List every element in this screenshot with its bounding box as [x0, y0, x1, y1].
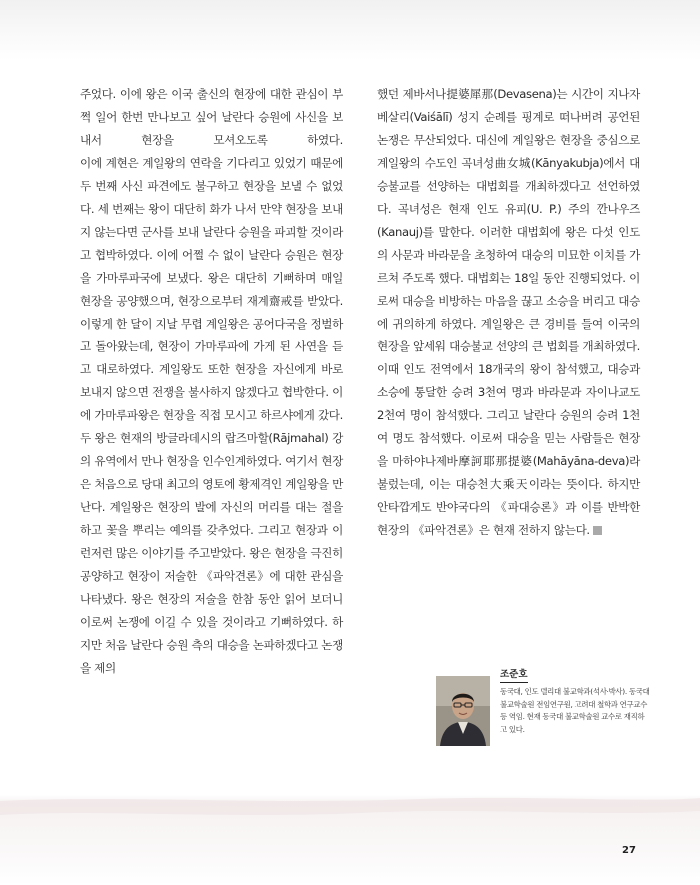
- author-photo: [436, 676, 490, 746]
- paragraph: 주었다. 이에 왕은 이국 출신의 현장에 대한 관심이 부쩍 일어 한번 만나보고 싶어 날란다 승원에 사신을 보내서 현장을 모셔오도록 하였다.: [80, 87, 343, 147]
- author-portrait-icon: [436, 676, 490, 746]
- paragraph: [377, 83, 640, 542]
- page-header-shade: [0, 0, 700, 60]
- paragraph: 이에 계현은 계일왕의 연락을 기다리고 있었기 때문에 두 번째 사신 파견에도 불구하고 현장을 보낼 수 없었다. 세 번째는 왕이 대단히 화가 나서 만약 현장을 보내지 않는다면 군사를 보내 날란다 승원을 파괴할 것이라고 협박하였다. 이에 어쩔 수 없이 날란다 승원은 현장을 가마루파국에 보냈다. 왕은 대단히 기뻐하며 매일 현장을 공양했으며, 현장으로부터 재계齋戒를 받았다. 이렇게 한 달이 지날 무렵 계일왕은 공어다국을 정벌하고 돌아왔는데, 현장이 가마루파에 가게 된 사연을 듣고 대로하였다. 계일왕도 또한 현장을 자신에게 바로 보내지 않으면 전쟁을 불사하지 않겠다고 협박한다. 이에 가마루파왕은 현장을 직접 모시고 하르샤에게 갔다. 두 왕은 현재의 방글라데시의 랍즈마할(Rājmahal) 강의 유역에서 만나 현장을 인수인계하였다. 여기서 현장은 처음으로 당대 최고의 영토에 황제격인 계일왕을 만난다. 계일왕은 현장의 발에 자신의 머리를 대는 절을 하고 꽃을 뿌리는 예의를 갖추었다. 그리고 현장과 이런저런 많은 이야기를 주고받았다. 왕은 현장을 극진히 공양하고 현장이 저술한 《파악견론》에 대한 관심을 나타냈다. 왕은 현장의 저술을 한참 동안 읽어 보더니 이로써 논쟁에 이길 수 있을 것이라고 기뻐하였다. 하지만 처음 날란다 승원 측의 대승을 논파하겠다고 논쟁을 제의: [80, 155, 343, 675]
- article-column-left: [80, 83, 343, 680]
- author-name: 조준호: [500, 668, 528, 683]
- footer-brush-stroke: [0, 795, 700, 885]
- page-number: 27: [622, 845, 636, 856]
- end-of-article-mark: [593, 526, 602, 535]
- article-column-right: [377, 83, 640, 542]
- footer-band: [0, 795, 700, 885]
- author-box: [436, 668, 650, 748]
- author-bio: 동국대, 인도 델리대 불교학과(석사·박사). 동국대 불교학술원 전임연구원, 고려대 철학과 연구교수 등 역임. 현재 동국대 불교학술원 교수로 재직하고 있다.: [500, 687, 650, 734]
- paragraph-text: 했던 제바서나提婆犀那(Devasena)는 시간이 지나자 베살리(Vaiśālī) 성지 순례를 핑계로 떠나버려 공언된 논쟁은 무산되었다. 대신에 계일왕은 현장을 중심으로 계일왕의 수도인 곡녀성曲女城(Kānyakubja)에서 대승불교를 선양하는 대법회를 개최하겠다고 선언하였다. 곡녀성은 현재 인도 유피(U. P.) 주의 깐나우즈(Kanauj)를 말한다. 이러한 대법회에 왕은 다섯 인도의 사문과 바라문을 초청하여 대승의 미묘한 이치를 가르쳐 주도록 했다. 대법회는 18일 동안 진행되었다. 이로써 대승을 비방하는 마음을 끊고 소승을 버리고 대승에 귀의하게 하였다. 계일왕은 큰 경비를 들여 이국의 현장을 앞세워 대승불교 선양의 큰 법회를 개최하였다. 이때 인도 전역에서 18개국의 왕이 참석했고, 대승과 소승에 통달한 승려 3천여 명과 바라문과 자이나교도 2천여 명이 참석했다. 그리고 날란다 승원의 승려 1천여 명도 참석했다. 이로써 대승을 믿는 사람들은 현장을 마하야나제바摩訶耶那提婆(Mahāyāna-deva)라 불렀는데, 이는 대승천大乘天이라는 뜻이다. 하지만 안타깝게도 반야국다의 《파대승론》과 이를 반박한 현장의 《파악견론》은 현재 전하지 않는다.: [377, 87, 640, 538]
